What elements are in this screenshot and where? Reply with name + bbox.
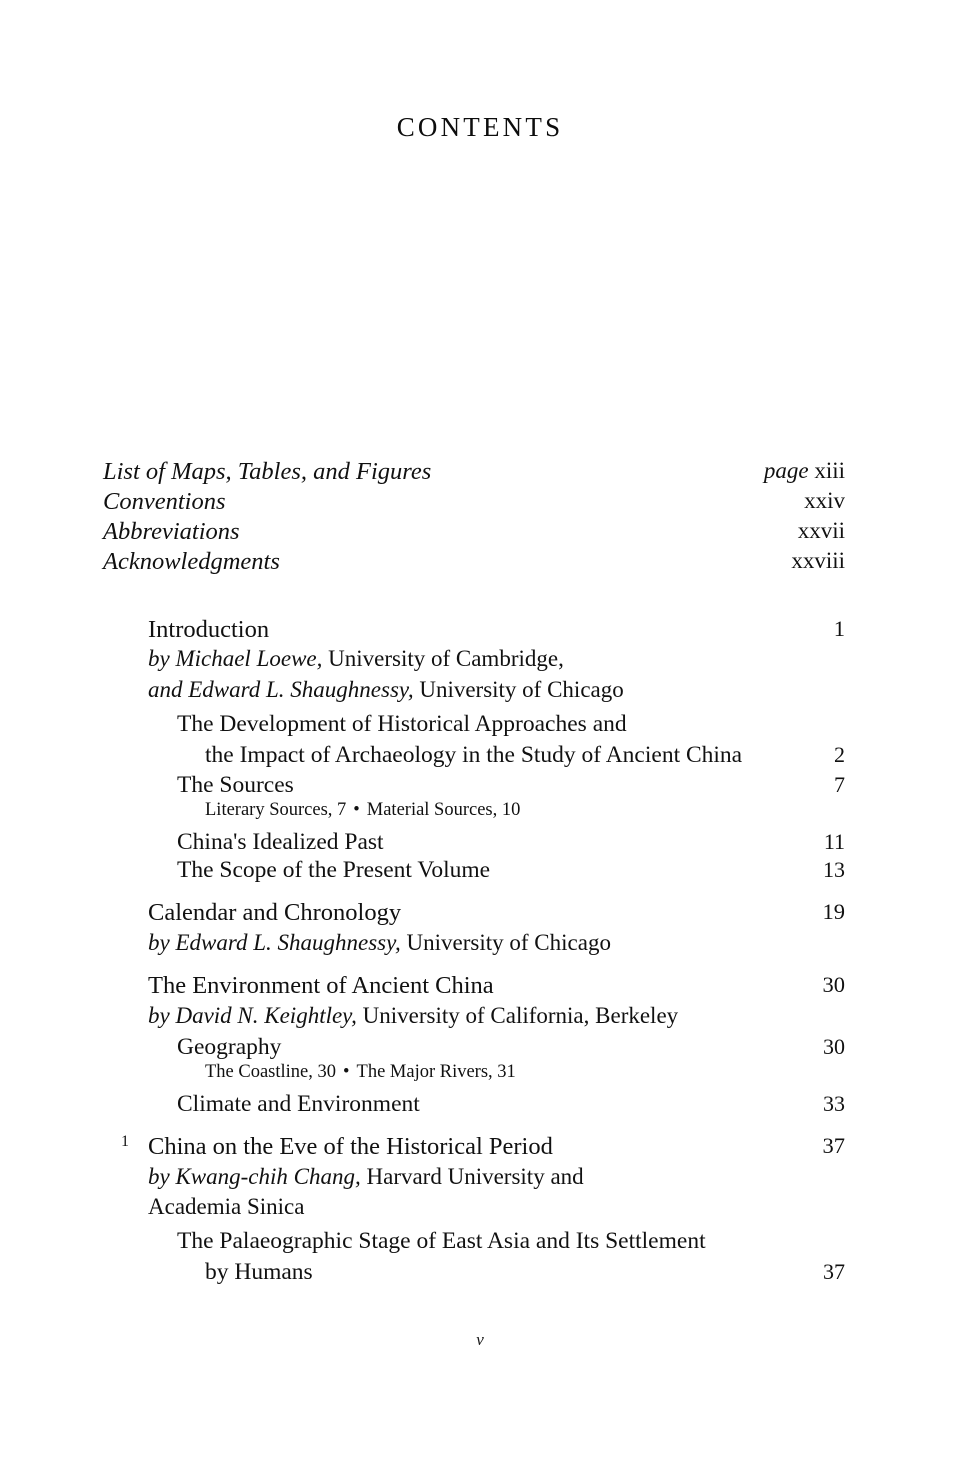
page-number: 19 xyxy=(822,899,845,924)
byline-line xyxy=(148,646,564,672)
author-name: by Edward L. Shaughnessy, xyxy=(148,930,401,955)
detail-items xyxy=(205,1062,516,1083)
bullet-separator-icon: • xyxy=(353,800,360,820)
page-number: xxviii xyxy=(791,548,845,573)
subentry-title: The Scope of the Present Volume xyxy=(177,857,491,883)
detail-item: Material Sources, 10 xyxy=(366,800,521,820)
subentry-title-continued: the Impact of Archaeology in the Study of Ancient China xyxy=(205,742,743,768)
page-number: 7 xyxy=(834,772,845,797)
entry-title: Calendar and Chronology xyxy=(148,899,402,926)
page-number: 37 xyxy=(822,1133,845,1158)
subentry-title: Climate and Environment xyxy=(177,1091,420,1117)
front-matter-title: Acknowledgments xyxy=(103,548,280,575)
author-name: by Kwang-chih Chang, xyxy=(148,1164,361,1189)
page-number: xxiv xyxy=(804,488,845,513)
author-affiliation: University of Cambridge, xyxy=(322,646,564,671)
front-matter-page xyxy=(764,458,845,484)
subentry-title: The Development of Historical Approaches and xyxy=(177,711,627,737)
subentry-title: China's Idealized Past xyxy=(177,829,384,855)
front-matter-title: Conventions xyxy=(103,488,226,515)
bullet-separator-icon: • xyxy=(343,1062,350,1082)
detail-items xyxy=(205,800,520,821)
byline-line xyxy=(148,677,624,703)
author-affiliation: University of California, Berkeley xyxy=(356,1003,679,1028)
page-word-label: page xyxy=(763,458,809,483)
front-matter-title: List of Maps, Tables, and Figures xyxy=(103,458,432,485)
subentry-title: Geography xyxy=(177,1034,282,1060)
entry-title: The Environment of Ancient China xyxy=(148,972,494,999)
author-affiliation: University of Chicago xyxy=(400,930,611,955)
page-title: CONTENTS xyxy=(396,112,564,142)
subentry-title: The Sources xyxy=(177,772,294,798)
page-number: 2 xyxy=(834,742,845,767)
detail-item: The Major Rivers, 31 xyxy=(356,1062,516,1082)
page-number: 1 xyxy=(833,616,845,641)
author-affiliation: Harvard University and xyxy=(360,1164,584,1189)
byline-line xyxy=(148,930,611,956)
author-name: and Edward L. Shaughnessy, xyxy=(148,677,414,702)
page-number: 33 xyxy=(823,1091,845,1116)
detail-item: Literary Sources, 7 xyxy=(205,800,347,820)
detail-item: The Coastline, 30 xyxy=(205,1062,337,1082)
page-number: xiii xyxy=(814,458,845,483)
page-number: 30 xyxy=(823,1034,845,1059)
folio-page-number: v xyxy=(476,1330,484,1349)
entry-title: Introduction xyxy=(148,616,270,643)
author-affiliation: University of Chicago xyxy=(413,677,624,702)
byline-line xyxy=(148,1003,678,1029)
page-number: 11 xyxy=(823,829,845,854)
author-name: by Michael Loewe, xyxy=(148,646,323,671)
author-name: by David N. Keightley, xyxy=(148,1003,357,1028)
author-affiliation-continued: Academia Sinica xyxy=(148,1194,305,1219)
chapter-number: 1 xyxy=(121,1133,129,1150)
page-number: 37 xyxy=(823,1259,845,1284)
page-number: xxvii xyxy=(797,518,845,543)
subentry-title-continued: by Humans xyxy=(205,1259,313,1285)
page-number: 13 xyxy=(823,857,845,882)
subentry-title: The Palaeographic Stage of East Asia and Its Settlement xyxy=(177,1228,706,1254)
front-matter-title: Abbreviations xyxy=(103,518,240,545)
entry-title: China on the Eve of the Historical Period xyxy=(148,1133,553,1160)
page-number: 30 xyxy=(822,972,845,997)
byline-line xyxy=(148,1164,584,1190)
